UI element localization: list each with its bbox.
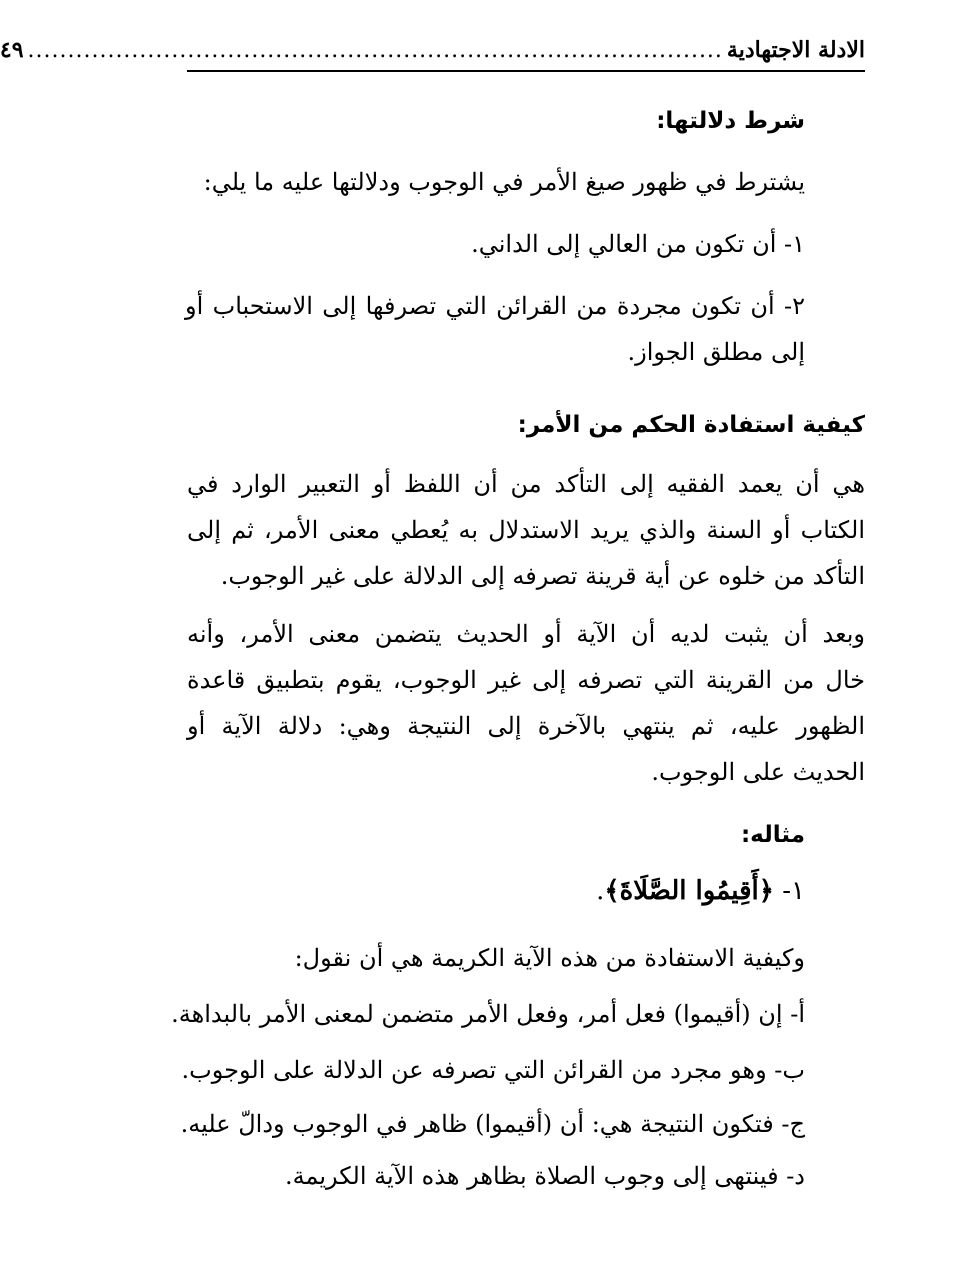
method-paragraph-2-line-1: وبعد أن يثبت لديه أن الآية أو الحديث يتضمن معنى الأمر، وأنه — [187, 620, 865, 648]
condition-item-2-line-1: ٢- أن تكون مجردة من القرائن التي تصرفها إلى الاستحباب أو — [185, 292, 805, 320]
example-step-a: أ- إن (أقيموا) فعل أمر، وفعل الأمر متضمن لمعنى الأمر بالبداهة. — [171, 1000, 805, 1028]
condition-item-1: ١- أن تكون من العالي إلى الداني. — [471, 230, 805, 258]
leader-dots: ....................................................................................... — [27, 37, 723, 63]
method-paragraph-2-line-2: خال من القرينة التي تصرفه إلى غير الوجوب، يقوم بتطبيق قاعدة — [187, 666, 865, 694]
method-paragraph-2-line-3: الظهور عليه، ثم ينتهي بالآخرة إلى النتيجة وهي: دلالة الآية أو — [187, 712, 865, 740]
method-paragraph-1-line-1: هي أن يعمد الفقيه إلى التأكد من أن اللفظ أو التعبير الوارد في — [187, 470, 865, 498]
example-verse-end: . — [596, 876, 605, 906]
example-step-b: ب- وهو مجرد من القرائن التي تصرفه عن الدلالة على الوجوب. — [181, 1056, 805, 1084]
example-step-c: ج- فتكون النتيجة هي: أن (أقيموا) ظاهر في الوجوب ودالّ عليه. — [180, 1110, 805, 1138]
section-heading-condition: شرط دلالتها: — [656, 108, 805, 134]
condition-item-2-line-2: إلى مطلق الجواز. — [627, 338, 805, 366]
section-heading-example: مثاله: — [740, 822, 805, 848]
method-paragraph-1-line-3: التأكد من خلوه عن أية قرينة تصرفه إلى الدلالة على غير الوجوب. — [220, 562, 865, 590]
method-paragraph-1-line-2: الكتاب أو السنة والذي يريد الاستدلال به يُعطي معنى الأمر، ثم إلى — [187, 516, 865, 544]
example-verse-number: ١- — [782, 876, 805, 906]
running-header-title: الادلة الاجتهادية — [726, 37, 865, 63]
example-verse — [596, 876, 805, 906]
quran-verse-text: ﴿أَقِيمُوا الصَّلَاةَ﴾ — [604, 876, 774, 906]
example-method-intro: وكيفية الاستفادة من هذه الآية الكريمة هي أن نقول: — [294, 944, 805, 972]
running-header — [0, 30, 865, 72]
condition-intro: يشترط في ظهور صيغ الأمر في الوجوب ودلالتها عليه ما يلي: — [203, 168, 805, 196]
example-step-d: د- فينتهى إلى وجوب الصلاة بظاهر هذه الآية الكريمة. — [284, 1162, 805, 1190]
page-number: ٤٩ — [0, 37, 24, 63]
section-heading-method: كيفية استفادة الحكم من الأمر: — [517, 412, 865, 438]
method-paragraph-2-line-4: الحديث على الوجوب. — [651, 758, 865, 786]
